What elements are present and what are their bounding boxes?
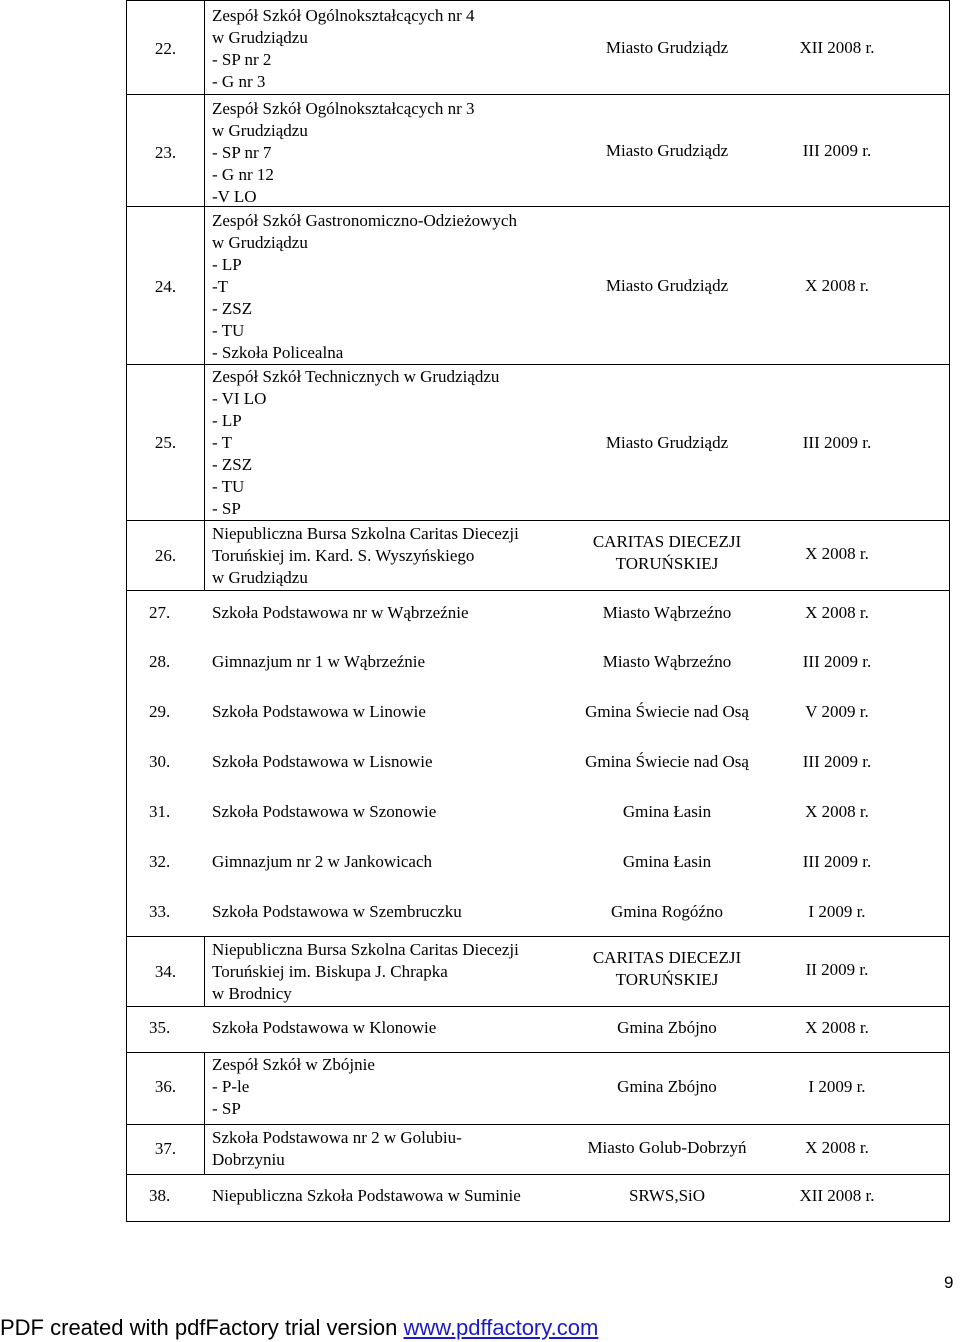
- date-value: III 2009 r.: [802, 752, 872, 771]
- row-number: 34.: [154, 962, 177, 981]
- name-line: Szkoła Podstawowa w Szonowie: [212, 802, 437, 821]
- institution-name: [212, 851, 432, 873]
- column-divider: [204, 207, 205, 365]
- date-value: XII 2008 r.: [799, 1186, 875, 1205]
- name-line: Szkoła Podstawowa w Linowie: [212, 702, 426, 721]
- institution-name: [212, 701, 426, 723]
- table-row: [127, 1, 949, 95]
- name-line: - P-le: [212, 1077, 250, 1096]
- table-row: [127, 1175, 949, 1221]
- owner-line: TORUŃSKIEJ: [615, 970, 719, 989]
- row-number: 31.: [149, 802, 171, 821]
- name-line: - T: [212, 433, 232, 452]
- institution-name: [212, 751, 433, 773]
- name-line: Szkoła Podstawowa nr w Wąbrzeźnie: [212, 603, 469, 622]
- column-divider: [204, 1, 205, 95]
- name-line: Zespół Szkół Ogólnokształcących nr 3: [212, 99, 475, 118]
- name-line: Zespół Szkół Gastronomiczno-Odzieżowych: [212, 211, 517, 230]
- table-row: [127, 591, 949, 639]
- name-line: - SP: [212, 499, 241, 518]
- name-line: Zespół Szkół w Zbójnie: [212, 1055, 375, 1074]
- column-divider: [204, 365, 205, 521]
- footer-link[interactable]: www.pdffactory.com: [403, 1315, 599, 1340]
- name-line: Gimnazjum nr 1 w Wąbrzeźnie: [212, 652, 426, 671]
- date-value: II 2009 r.: [805, 960, 869, 979]
- institutions-table: [126, 0, 950, 1222]
- owner-line: Miasto Golub-Dobrzyń: [587, 1138, 747, 1157]
- owner-line: Miasto Wąbrzeźno: [602, 652, 732, 671]
- owner-name: [567, 751, 767, 773]
- table-row: [127, 839, 949, 889]
- row-number: 23.: [154, 143, 177, 162]
- name-line: Zespół Szkół Technicznych w Grudziądzu: [212, 367, 500, 386]
- owner-line: Miasto Grudziądz: [605, 276, 729, 295]
- owner-line: Gmina Łasin: [622, 852, 712, 871]
- owner-line: Gmina Łasin: [622, 802, 712, 821]
- name-line: Szkoła Podstawowa w Klonowie: [212, 1018, 437, 1037]
- column-divider: [204, 1125, 205, 1175]
- table-row: [127, 1007, 949, 1053]
- owner-name: [567, 901, 767, 923]
- owner-name: [567, 801, 767, 823]
- institution-name: [212, 98, 475, 208]
- owner-name: [567, 275, 767, 297]
- name-line: Toruńskiej im. Kard. S. Wyszyńskiego: [212, 546, 475, 565]
- table-row: [127, 937, 949, 1007]
- table-row: [127, 639, 949, 689]
- table-row: [127, 1125, 949, 1175]
- owner-name: [567, 602, 767, 624]
- date-value: X 2008 r.: [805, 1138, 869, 1157]
- name-line: w Grudziądzu: [212, 121, 308, 140]
- owner-line: Miasto Grudziądz: [605, 141, 729, 160]
- date-value: I 2009 r.: [808, 902, 866, 921]
- institution-name: [212, 801, 436, 823]
- owner-line: TORUŃSKIEJ: [615, 554, 719, 573]
- institution-name: [212, 1054, 375, 1120]
- date-value: V 2009 r.: [805, 702, 869, 721]
- owner-name: [567, 1017, 767, 1039]
- owner-line: CARITAS DIECEZJI: [592, 948, 742, 967]
- name-line: w Grudziądzu: [212, 28, 308, 47]
- column-divider: [204, 937, 205, 1007]
- date-value: III 2009 r.: [802, 652, 872, 671]
- row-number: 22.: [154, 39, 177, 58]
- institution-name: [212, 210, 517, 364]
- table-row: [127, 95, 949, 207]
- name-line: - TU: [212, 321, 245, 340]
- owner-line: Miasto Grudziądz: [605, 433, 729, 452]
- row-number: 27.: [149, 603, 171, 622]
- date-value: X 2008 r.: [805, 276, 869, 295]
- table-row: [127, 207, 949, 365]
- name-line: - ZSZ: [212, 299, 253, 318]
- institution-name: [212, 5, 475, 93]
- row-number: 26.: [154, 546, 177, 565]
- date-value: III 2009 r.: [802, 433, 872, 452]
- table-row: [127, 739, 949, 789]
- name-line: - SP nr 7: [212, 143, 272, 162]
- row-number: 25.: [154, 433, 177, 452]
- owner-name: [567, 531, 767, 575]
- row-number: 32.: [149, 852, 171, 871]
- table-row: [127, 889, 949, 937]
- owner-name: [567, 651, 767, 673]
- name-line: Niepubliczna Bursa Szkolna Caritas Diecezji: [212, 524, 519, 543]
- name-line: - LP: [212, 411, 242, 430]
- name-line: - SP nr 2: [212, 50, 272, 69]
- page-number: 9: [944, 1273, 954, 1292]
- name-line: Niepubliczna Bursa Szkolna Caritas Diecezji: [212, 940, 519, 959]
- row-number: 35.: [149, 1018, 171, 1037]
- table-row: [127, 365, 949, 521]
- row-number: 24.: [154, 277, 177, 296]
- owner-name: [567, 947, 767, 991]
- name-line: Szkoła Podstawowa w Szembruczku: [212, 902, 462, 921]
- owner-name: [567, 37, 767, 59]
- owner-name: [567, 701, 767, 723]
- institution-name: [212, 366, 499, 520]
- date-value: X 2008 r.: [805, 802, 869, 821]
- name-line: - LP: [212, 255, 242, 274]
- owner-line: Miasto Wąbrzeźno: [602, 603, 732, 622]
- name-line: Zespół Szkół Ogólnokształcących nr 4: [212, 6, 475, 25]
- name-line: w Grudziądzu: [212, 233, 308, 252]
- owner-line: Gmina Świecie nad Osą: [585, 702, 749, 721]
- table-row: [127, 1053, 949, 1125]
- row-number: 33.: [149, 902, 171, 921]
- owner-name: [567, 140, 767, 162]
- owner-name: [567, 1185, 767, 1207]
- owner-line: Gmina Zbójno: [617, 1018, 717, 1037]
- table-row: [127, 789, 949, 839]
- owner-line: CARITAS DIECEZJI: [592, 532, 742, 551]
- row-number: 28.: [149, 652, 171, 671]
- date-value: III 2009 r.: [802, 852, 872, 871]
- row-number: 37.: [154, 1139, 177, 1158]
- pdf-footer: [0, 1315, 598, 1341]
- institution-name: [212, 651, 425, 673]
- name-line: Niepubliczna Szkoła Podstawowa w Suminie: [212, 1186, 521, 1205]
- institution-name: [212, 1127, 462, 1171]
- name-line: Szkoła Podstawowa w Lisnowie: [212, 752, 433, 771]
- name-line: w Brodnicy: [212, 984, 292, 1003]
- name-line: - G nr 12: [212, 165, 274, 184]
- date-value: X 2008 r.: [805, 544, 869, 563]
- table-row: [127, 521, 949, 591]
- column-divider: [204, 521, 205, 591]
- date-value: XII 2008 r.: [799, 38, 875, 57]
- institution-name: [212, 939, 519, 1005]
- date-value: X 2008 r.: [805, 603, 869, 622]
- owner-name: [567, 1076, 767, 1098]
- name-line: - ZSZ: [212, 455, 253, 474]
- owner-name: [567, 1137, 767, 1159]
- owner-line: Gmina Zbójno: [617, 1077, 717, 1096]
- row-number: 36.: [154, 1077, 177, 1096]
- owner-line: Gmina Świecie nad Osą: [585, 752, 749, 771]
- name-line: - Szkoła Policealna: [212, 343, 344, 362]
- name-line: - SP: [212, 1099, 241, 1118]
- name-line: Szkoła Podstawowa nr 2 w Golubiu-: [212, 1128, 462, 1147]
- owner-name: [567, 851, 767, 873]
- name-line: Toruńskiej im. Biskupa J. Chrapka: [212, 962, 448, 981]
- owner-name: [567, 432, 767, 454]
- institution-name: [212, 602, 469, 624]
- name-line: w Grudziądzu: [212, 568, 308, 587]
- date-value: X 2008 r.: [805, 1018, 869, 1037]
- owner-line: Gmina Rogóźno: [611, 902, 723, 921]
- name-line: -T: [212, 277, 229, 296]
- row-number: 30.: [149, 752, 171, 771]
- name-line: -V LO: [212, 187, 257, 206]
- institution-name: [212, 523, 519, 589]
- institution-name: [212, 901, 462, 923]
- row-number: 38.: [149, 1186, 171, 1205]
- name-line: - G nr 3: [212, 72, 266, 91]
- institution-name: [212, 1017, 436, 1039]
- date-value: I 2009 r.: [808, 1077, 866, 1096]
- column-divider: [204, 1053, 205, 1125]
- institution-name: [212, 1185, 521, 1207]
- name-line: - TU: [212, 477, 245, 496]
- owner-line: Miasto Grudziądz: [605, 38, 729, 57]
- column-divider: [204, 95, 205, 207]
- row-number: 29.: [149, 702, 171, 721]
- name-line: Gimnazjum nr 2 w Jankowicach: [212, 852, 432, 871]
- name-line: - VI LO: [212, 389, 267, 408]
- name-line: Dobrzyniu: [212, 1150, 285, 1169]
- table-row: [127, 689, 949, 739]
- footer-text: PDF created with pdfFactory trial version: [0, 1315, 404, 1340]
- owner-line: SRWS,SiO: [628, 1186, 706, 1205]
- date-value: III 2009 r.: [802, 141, 872, 160]
